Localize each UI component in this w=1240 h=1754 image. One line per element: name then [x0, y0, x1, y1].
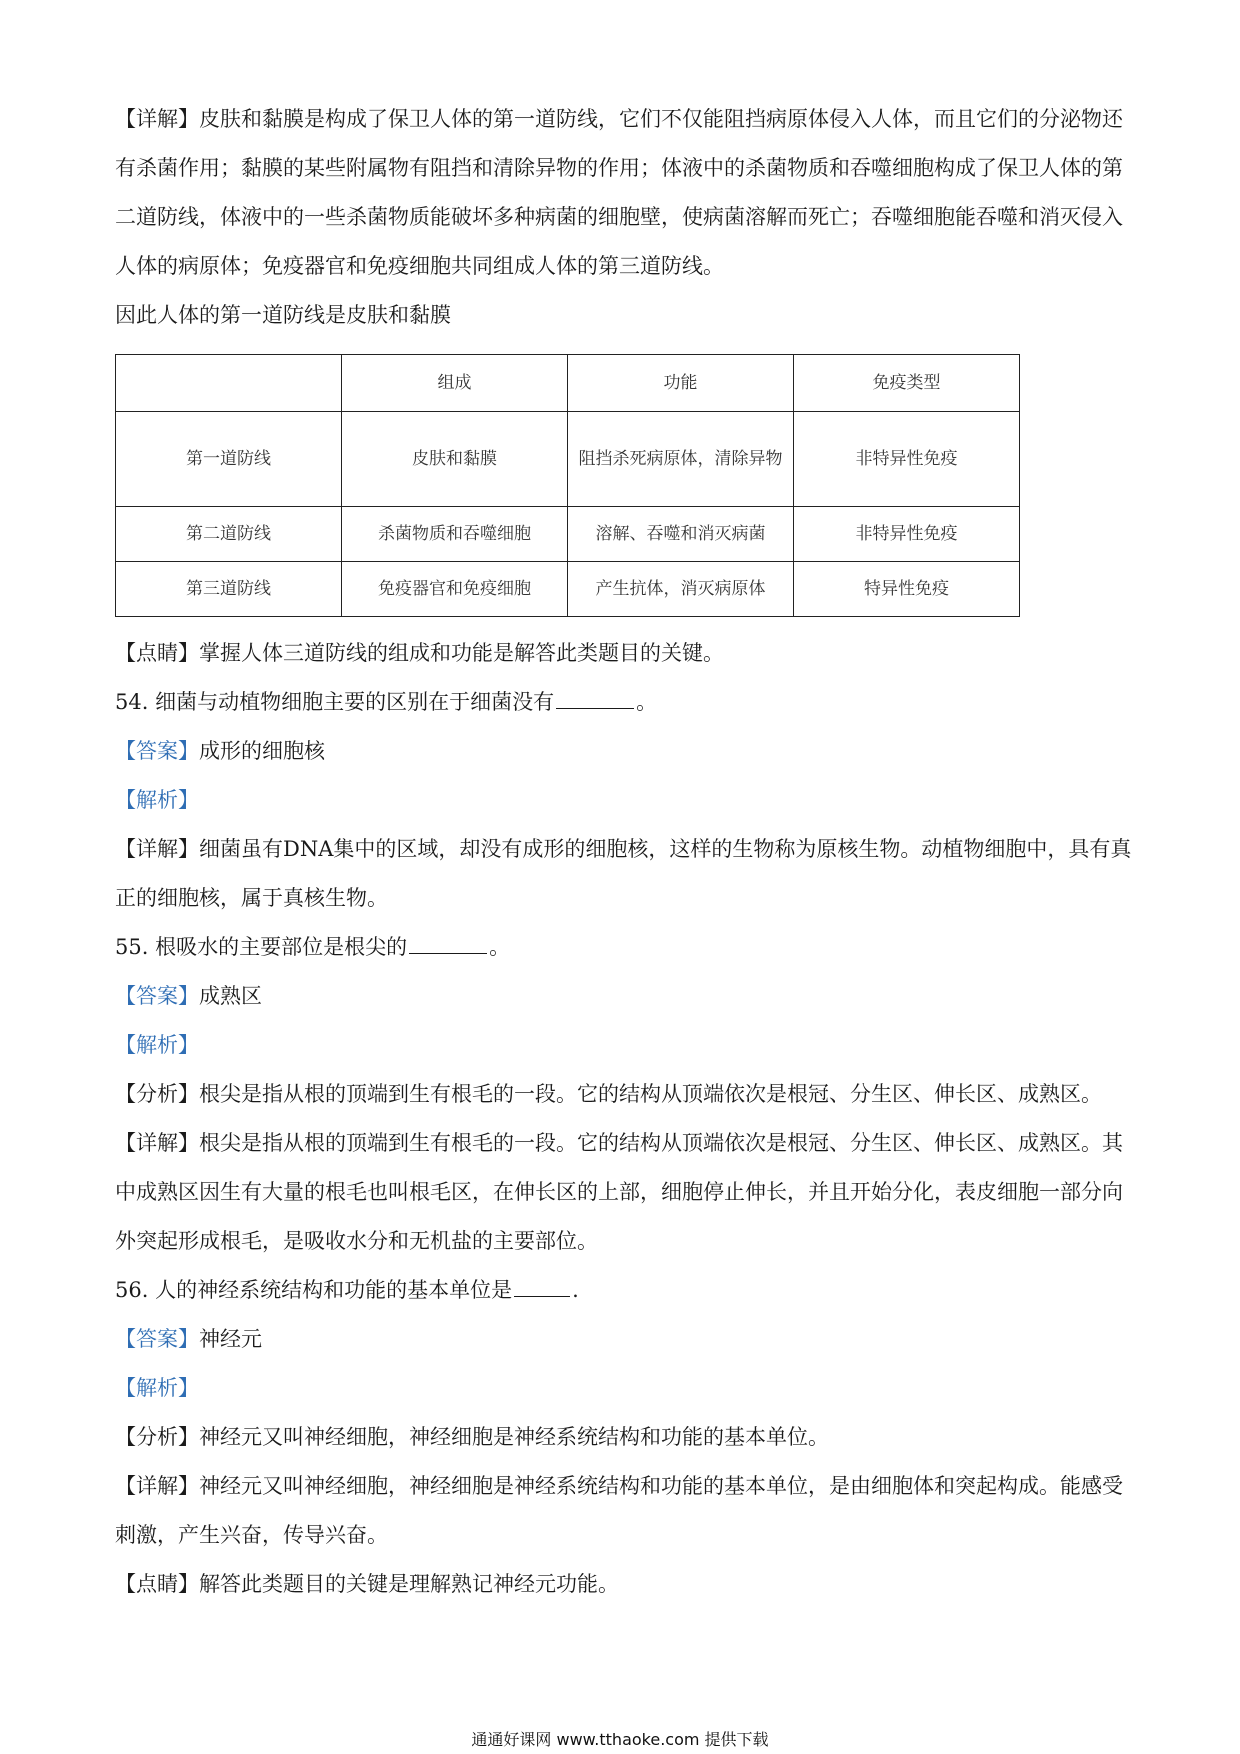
- table-header-cell: 免疫类型: [794, 355, 1020, 412]
- analysis-tag-54: 【解析】: [115, 788, 199, 812]
- note-text: 解答此类题目的关键是理解熟记神经元功能。: [199, 1572, 619, 1596]
- detail-text: 细菌虽有DNA集中的区域，却没有成形的细胞核，这样的生物称为原核生物。动植物细胞中，具有真正的细胞核，属于真核生物。: [115, 837, 1132, 910]
- detail-text: 神经元又叫神经细胞，神经细胞是神经系统结构和功能的基本单位，是由细胞体和突起构成。能感受刺激，产生兴奋，传导兴奋。: [115, 1474, 1123, 1547]
- analysis-tag-56: 【解析】: [115, 1376, 199, 1400]
- question-text: 54. 细菌与动植物细胞主要的区别在于细菌没有: [115, 690, 555, 714]
- detail-text: 皮肤和黏膜是构成了保卫人体的第一道防线，它们不仅能阻挡病原体侵入人体，而且它们的分泌物还有杀菌作用；黏膜的某些附属物有阻挡和清除异物的作用；体液中的杀菌物质和吞噬细胞构成了保卫人体的第二道防线，体液中的一些杀菌物质能破坏多种病菌的细胞壁，使病菌溶解而死亡；吞噬细胞能吞噬和消灭侵入人体的病原体；免疫器官和免疫细胞共同组成人体的第三道防线。: [115, 107, 1123, 278]
- answer-tag: 【答案】: [115, 739, 199, 763]
- defense-lines-table: [115, 354, 1020, 617]
- conclusion-line: 因此人体的第一道防线是皮肤和黏膜: [115, 303, 451, 327]
- table-cell: 免疫器官和免疫细胞: [342, 562, 568, 617]
- detail-54: [115, 825, 1135, 923]
- analysis-text: 根尖是指从根的顶端到生有根毛的一段。它的结构从顶端依次是根冠、分生区、伸长区、成熟区。: [199, 1082, 1102, 1106]
- table-cell: 杀菌物质和吞噬细胞: [342, 507, 568, 562]
- answer-tag: 【答案】: [115, 984, 199, 1008]
- answer-54: [115, 727, 1135, 776]
- answer-text: 成熟区: [199, 984, 262, 1008]
- table-row: [116, 562, 1020, 617]
- answer-blank: [514, 1268, 570, 1297]
- document-page: [115, 95, 1135, 1609]
- table-cell: 特异性免疫: [794, 562, 1020, 617]
- table-cell: 阻挡杀死病原体，清除异物: [568, 412, 794, 507]
- detail-55: [115, 1119, 1135, 1266]
- analysis-text: 神经元又叫神经细胞，神经细胞是神经系统结构和功能的基本单位。: [199, 1425, 829, 1449]
- note-paragraph-1: [115, 629, 1135, 678]
- detail-tag: 【详解】: [115, 107, 199, 131]
- detail-tag: 【详解】: [115, 1474, 199, 1498]
- question-end: 。: [636, 690, 658, 714]
- table-cell: 非特异性免疫: [794, 412, 1020, 507]
- table-cell: 第三道防线: [116, 562, 342, 617]
- analysis-tag: 【分析】: [115, 1082, 199, 1106]
- analysis-55: [115, 1070, 1135, 1119]
- note-56: [115, 1560, 1135, 1609]
- table-row: [116, 412, 1020, 507]
- detail-tag: 【详解】: [115, 1131, 199, 1155]
- table-cell: 产生抗体，消灭病原体: [568, 562, 794, 617]
- answer-56: [115, 1315, 1135, 1364]
- note-tag: 【点睛】: [115, 641, 199, 665]
- detail-tag: 【详解】: [115, 837, 199, 861]
- table-cell: 溶解、吞噬和消灭病菌: [568, 507, 794, 562]
- analysis-tag: 【分析】: [115, 1425, 199, 1449]
- question-end: .: [572, 1278, 579, 1302]
- detail-paragraph-1: [115, 95, 1135, 291]
- table-cell: 皮肤和黏膜: [342, 412, 568, 507]
- question-text: 55. 根吸水的主要部位是根尖的: [115, 935, 408, 959]
- question-54: [115, 678, 1135, 727]
- question-end: 。: [489, 935, 511, 959]
- table-header-row: [116, 355, 1020, 412]
- table-cell: 第二道防线: [116, 507, 342, 562]
- table-header-cell: 组成: [342, 355, 568, 412]
- analysis-56: [115, 1413, 1135, 1462]
- table-header-cell: [116, 355, 342, 412]
- table-header-cell: 功能: [568, 355, 794, 412]
- answer-text: 成形的细胞核: [199, 739, 325, 763]
- answer-55: [115, 972, 1135, 1021]
- page-footer: 通通好课网 www.tthaoke.com 提供下载: [471, 1730, 769, 1749]
- table-cell: 非特异性免疫: [794, 507, 1020, 562]
- question-55: [115, 923, 1135, 972]
- detail-text: 根尖是指从根的顶端到生有根毛的一段。它的结构从顶端依次是根冠、分生区、伸长区、成熟区。其中成熟区因生有大量的根毛也叫根毛区，在伸长区的上部，细胞停止伸长，并且开始分化，表皮细胞一部分向外突起形成根毛，是吸收水分和无机盐的主要部位。: [115, 1131, 1123, 1253]
- analysis-tag-55: 【解析】: [115, 1033, 199, 1057]
- table-cell: 第一道防线: [116, 412, 342, 507]
- question-text: 56. 人的神经系统结构和功能的基本单位是: [115, 1278, 513, 1302]
- answer-tag: 【答案】: [115, 1327, 199, 1351]
- note-text: 掌握人体三道防线的组成和功能是解答此类题目的关键。: [199, 641, 724, 665]
- answer-blank: [556, 680, 634, 709]
- detail-56: [115, 1462, 1135, 1560]
- answer-blank: [409, 925, 487, 954]
- table-row: [116, 507, 1020, 562]
- note-tag: 【点睛】: [115, 1572, 199, 1596]
- question-56: [115, 1266, 1135, 1315]
- answer-text: 神经元: [199, 1327, 262, 1351]
